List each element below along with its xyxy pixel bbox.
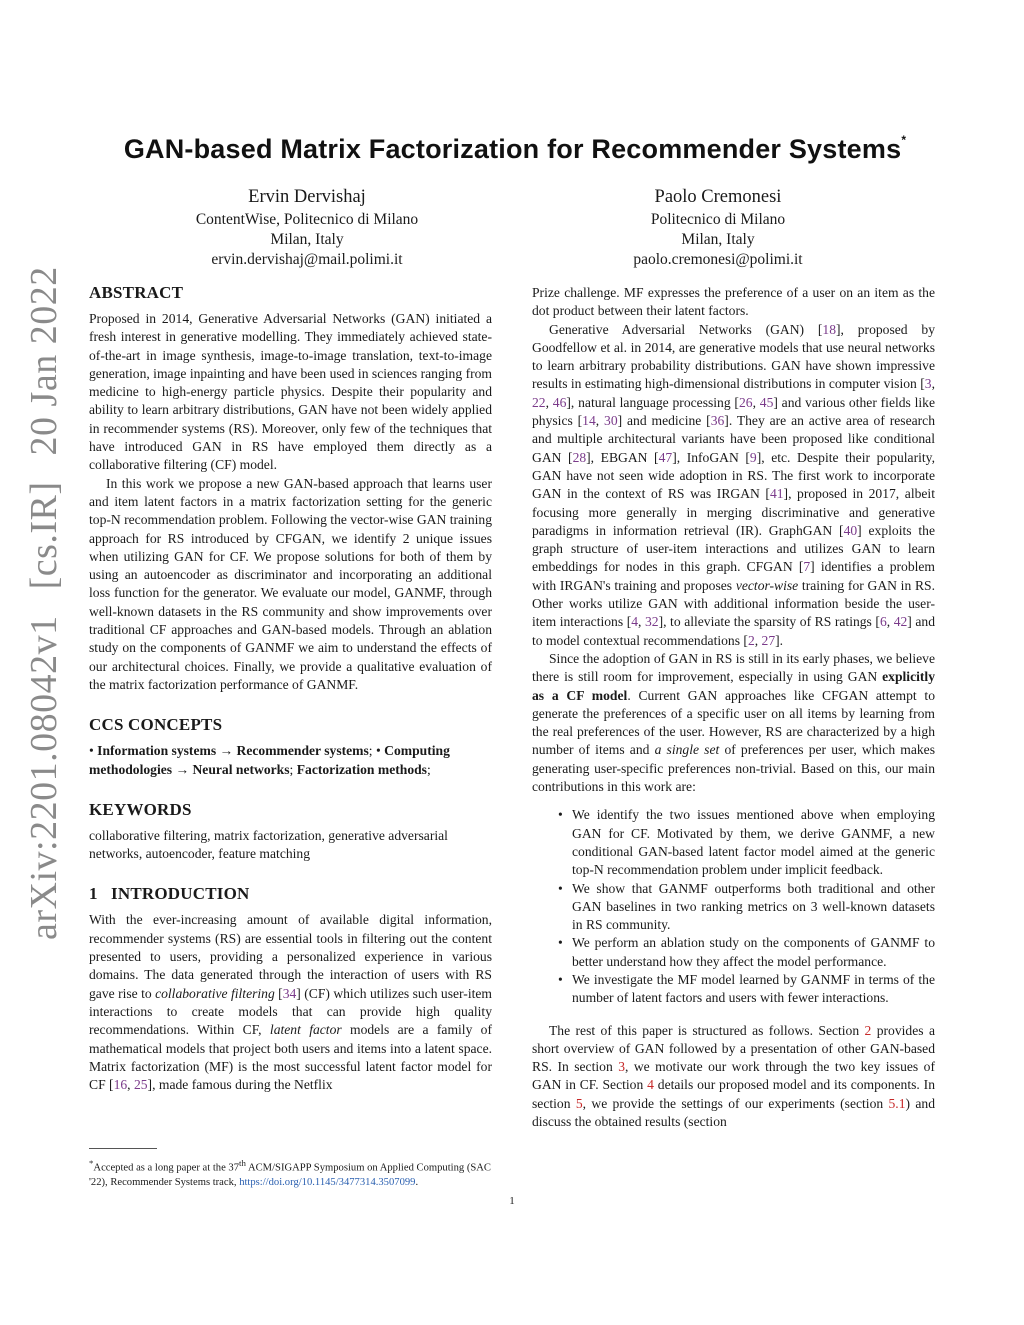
citation-link[interactable]: 40 (843, 522, 858, 538)
right-column (532, 284, 935, 1131)
author-email[interactable]: paolo.cremonesi@polimi.it (633, 251, 803, 268)
intro-heading: 1 INTRODUCTION (89, 884, 250, 904)
intro-paragraph: Generative Adversarial Networks (GAN) [18], proposed by Goodfellow et al. in 2014, are generative models that use neural networks to learn arbitrary probability distributions. GAN have shown impressive results in estimating high-dimensional distributions in computer vision [3, 22, 46], natural language processing [26, 45] and various other fields like physics [14, 30] and medicine [36]. They are an active area of research and multiple architectural variants have been proposed like conditional GAN [28], EBGAN [47], InfoGAN [9], etc. Despite their popularity, GAN have not seen wide adoption in RS. The first work to incorporate GAN in the context of RS was IRGAN [41], proposed in 2017, albeit focusing more generally in merging discriminative and generative paradigms in information retrieval (IR). GraphGAN [40] exploits the graph structure of user-item interactions and utilizes GAN to learn embeddings for nodes in this graph. CFGAN [7] identifies a problem with IRGAN's training and proposes vector-wise training for GAN in RS. Other works utilize GAN with additional information beside the user-item interactions [4, 32], to alleviate the sparsity of RS ratings [6, 42] and to model contextual recommendations [2, 27]. (532, 321, 936, 648)
paper-title (60, 134, 970, 165)
citation-link[interactable]: 18 (822, 321, 837, 337)
citation-link[interactable]: 14 (582, 413, 596, 429)
citation-link[interactable]: 7 (803, 559, 811, 575)
section-ref-link[interactable]: 5 (575, 1095, 583, 1111)
citation-link[interactable]: 32 (644, 614, 659, 630)
author-block (127, 184, 487, 270)
footnote-rule (89, 1148, 157, 1149)
keywords-heading: KEYWORDS (89, 799, 192, 819)
footnote: *Accepted as a long paper at the 37th ACM/SIGAPP Symposium on Applied Computing (SAC '22), Recommender Systems track, https://doi.org/10.1145/3477314.3507099. (89, 1158, 491, 1188)
title-footnote-mark: * (901, 133, 907, 147)
author-block (538, 184, 898, 270)
citation-link[interactable]: 28 (572, 449, 587, 465)
section-ref-link[interactable]: 3 (618, 1059, 625, 1075)
author-name: Ervin Dervishaj (248, 187, 366, 207)
author-affiliation: Politecnico di Milano (650, 211, 786, 228)
citation-link[interactable]: 25 (133, 1077, 148, 1093)
author-location: Milan, Italy (681, 231, 755, 248)
list-item: • We show that GANMF outperforms both traditional and other GAN baselines in two ranking metrics on 3 well-known datasets in RS community. (572, 880, 935, 935)
section-ref-link[interactable]: 2 (864, 1022, 872, 1038)
intro-paragraph: Since the adoption of GAN in RS is still in its early phases, we believe there is still room for improvement, especially in using GAN explicitly as a CF model. Current GAN approaches like CFGAN attempt to generate the preferences of a specific user on all items by learning from the real preferences of the user. However, RS are characterized by a high number of items and a single set of preferences per user, which makes generating user-specific preferences non-trivial. Based on this, our main contributions in this work are: (532, 650, 936, 795)
doi-link[interactable]: https://doi.org/10.1145/3477314.3507099 (239, 1176, 416, 1188)
citation-link[interactable]: 9 (749, 449, 757, 465)
citation-link[interactable]: 34 (282, 985, 297, 1001)
citation-link[interactable]: 27 (761, 632, 776, 648)
intro-paragraph: The rest of this paper is structured as follows. Section 2 provides a short overview of GAN followed by a presentation of other GAN-based RS. In section 3, we motivate our work through the two key issues of GAN in CF. Section 4 details our proposed model and its components. In section 5, we provide the settings of our experiments (section 5.1) and discuss the obtained results (section (532, 1022, 935, 1130)
arxiv-id: arXiv:2201.08042v1 (23, 615, 65, 940)
author-location: Milan, Italy (270, 231, 344, 248)
left-column (89, 282, 492, 1094)
abstract-paragraph: Proposed in 2014, Generative Adversarial Networks (GAN) initiated a fresh interest in generative modelling. They immediately achieved state-of-the-art in image synthesis, image-to-image translation, text-to-image generation, image inpainting and have been used in sciences ranging from medicine to high-energy particle physics. Despite their popularity and ability to learn arbitrary distributions, GAN have not been widely applied in recommender systems (RS). Moreover, only few of the techniques that have introduced GAN in RS have employed them directly as a collaborative filtering (CF) model. (89, 311, 492, 473)
citation-link[interactable]: 45 (759, 394, 774, 410)
abstract-heading: ABSTRACT (89, 283, 184, 302)
list-item: • We identify the two issues mentioned above when employing GAN for CF. Motivated by them, we derive GANMF, a new conditional GAN-based latent factor model aimed at the generic top-N recommendation problem under implicit feedback. (572, 806, 935, 879)
citation-link[interactable]: 36 (710, 413, 725, 429)
citation-link[interactable]: 22 (532, 394, 546, 410)
citation-link[interactable]: 47 (658, 449, 673, 465)
author-affiliation: ContentWise, Politecnico di Milano (195, 211, 419, 228)
citation-link[interactable]: 16 (113, 1077, 128, 1093)
citation-link[interactable]: 46 (552, 394, 567, 410)
page-number: 1 (509, 1195, 515, 1207)
keywords-text: collaborative filtering, matrix factorization, generative adversarial networks, autoencoder, feature matching (89, 827, 448, 862)
citation-link[interactable]: 41 (769, 486, 784, 502)
citation-link[interactable]: 2 (747, 632, 755, 648)
title-text: GAN-based Matrix Factorization for Recommender Systems (123, 134, 902, 164)
author-name: Paolo Cremonesi (654, 187, 782, 207)
ccs-heading: CCS CONCEPTS (89, 715, 223, 735)
arxiv-date: 20 Jan 2022 (23, 266, 65, 456)
author-email[interactable]: ervin.dervishaj@mail.polimi.it (211, 251, 403, 268)
arxiv-stamp (22, 266, 66, 940)
citation-link[interactable]: 6 (879, 614, 887, 630)
abstract-paragraph: In this work we propose a new GAN-based approach that learns user and item latent factors in a matrix factorization setting for the generic top-N recommendation problem. Following the vector-wise GAN training approach for RS introduced by CFGAN, we identify 2 unique issues when utilizing GAN for CF. We propose solutions for both of them by using an autoencoder as discriminator and incorporating an additional loss function for the generator. We evaluate our model, GANMF, through well-known datasets in the RS community and show improvements over traditional CF approaches and GAN-based models. Through an ablation study on the components of GANMF we aim to understand the effects of our architectural choices. Finally, we provide a qualitative evaluation of the matrix factorization performance of GANMF. (89, 475, 492, 692)
intro-paragraph: With the ever-increasing amount of available digital information, recommender systems (RS) are essential tools in filtering out the content presented to users, providing a personalized experience in various domains. The data generated through the interaction of users with RS gave rise to collaborative filtering [34] (CF) which utilizes such user-item interactions to create models that can provide high quality recommendations. Within CF, latent factor models are a family of mathematical models that project both users and items into a latent space. Matrix factorization (MF) is the most successful latent factor model for CF [16, 25], made famous during the Netflix (89, 912, 493, 1093)
section-ref-link[interactable]: 5.1 (888, 1095, 906, 1111)
contributions-list (532, 806, 935, 1007)
citation-link[interactable]: 3 (924, 376, 932, 392)
intro-paragraph: Prize challenge. MF expresses the preference of a user on an item as the dot product between their latent factors. (532, 285, 935, 319)
citation-link[interactable]: 26 (738, 394, 753, 410)
section-ref-link[interactable]: 4 (647, 1077, 654, 1093)
citation-link[interactable]: 30 (604, 413, 618, 429)
arxiv-category: [cs.IR] (23, 481, 65, 590)
citation-link[interactable]: 4 (631, 614, 639, 630)
ccs-concepts: • Information systems → Recommender systems; • Computing methodologies → Neural networks; Factorization methods; (89, 743, 450, 777)
list-item: • We investigate the MF model learned by GANMF in terms of the number of latent factors and users with fewer interactions. (572, 971, 935, 1008)
citation-link[interactable]: 42 (893, 614, 908, 630)
list-item: • We perform an ablation study on the components of GANMF to better understand how they affect the model performance. (572, 934, 935, 971)
